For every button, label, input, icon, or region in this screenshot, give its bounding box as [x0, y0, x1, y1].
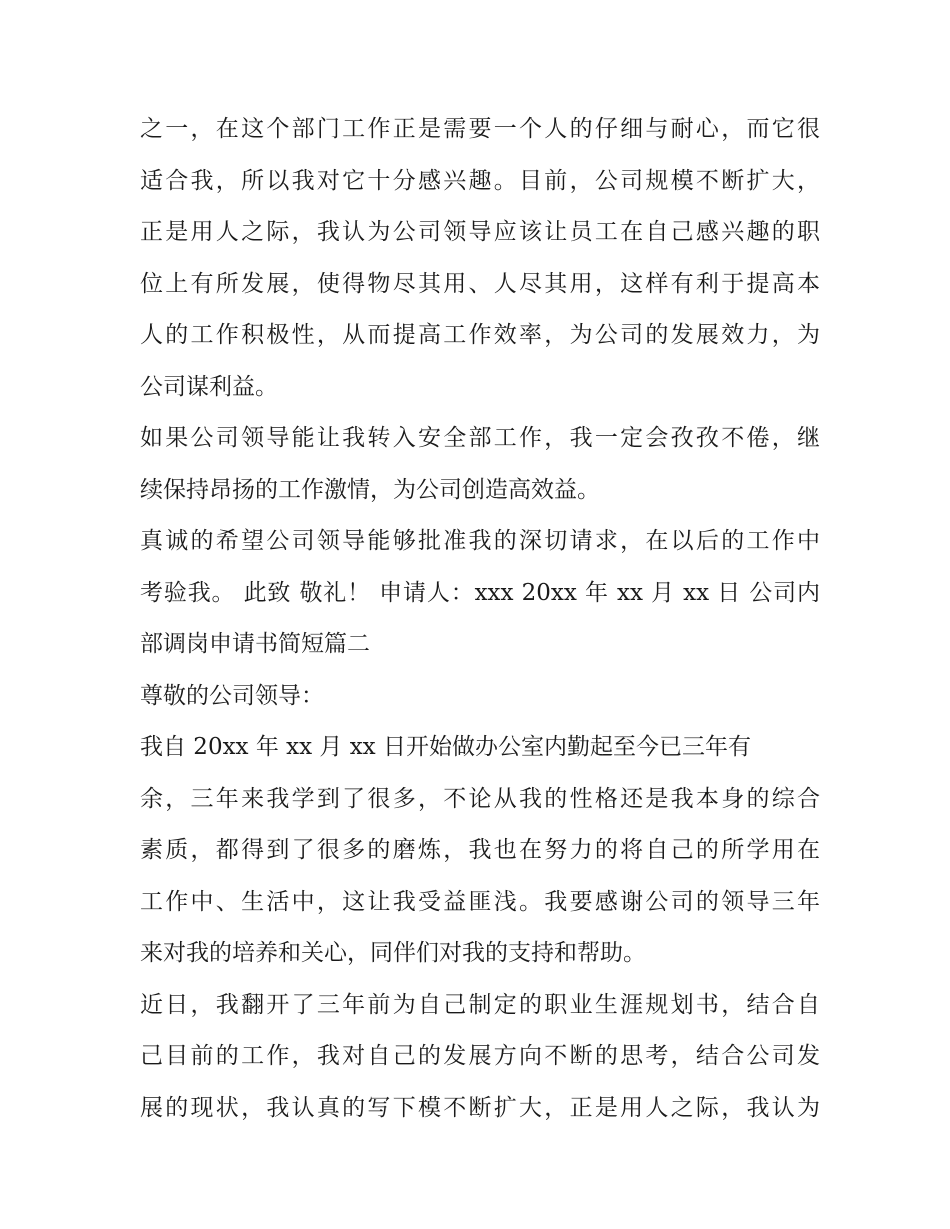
text-line: 尊敬的公司领导： [140, 682, 324, 709]
text-line: 部调岗申请书简短篇二 [140, 631, 370, 657]
text-line: 我自 20xx 年 xx 月 xx 日开始做办公室内勤起至今已三年有 [140, 734, 751, 760]
paragraph-2 [140, 413, 820, 516]
text-line: 来对我的培养和关心，同伴们对我的支持和帮助。 [140, 940, 646, 966]
text-line: 展的现状，我认真的写下模不断扩大，正是用人之际，我认为 [140, 1094, 820, 1121]
text-line: 人的工作积极性，从而提高工作效率，为公司的发展效力，为 [140, 322, 820, 348]
text-line: 余，三年来我学到了很多，不论从我的性格还是我本身的综合 [140, 785, 820, 812]
text-line: 正是用人之际，我认为公司领导应该让员工在自己感兴趣的职 [140, 219, 820, 245]
paragraph-1 [140, 104, 820, 413]
text-line: 工作中、生活中，这让我受益匪浅。我要感谢公司的领导三年 [140, 888, 820, 915]
document-body [140, 104, 820, 1134]
text-line: 己目前的工作，我对自己的发展方向不断的思考，结合公司发 [140, 1043, 820, 1069]
paragraph-5 [140, 722, 820, 980]
text-line: 适合我，所以我对它十分感兴趣。目前，公司规模不断扩大， [140, 167, 820, 194]
text-line: 近日，我翻开了三年前为自己制定的职业生涯规划书，结合自 [140, 991, 820, 1018]
text-line: 如果公司领导能让我转入安全部工作，我一定会孜孜不倦，继 [140, 425, 820, 451]
paragraph-6 [140, 980, 820, 1135]
text-line: 素质，都得到了很多的磨炼，我也在努力的将自己的所学用在 [140, 837, 820, 863]
text-line: 考验我。 此致 敬礼！ 申请人：xxx 20xx 年 xx 月 xx 日 公司内 [140, 579, 820, 606]
text-line: 真诚的希望公司领导能够批准我的深切请求，在以后的工作中 [140, 528, 820, 554]
text-line: 位上有所发展，使得物尽其用、人尽其用，这样有利于提高本 [140, 270, 820, 297]
text-line: 之一，在这个部门工作正是需要一个人的仔细与耐心，而它很 [140, 116, 820, 142]
paragraph-3 [140, 516, 820, 671]
salutation [140, 671, 820, 723]
text-line: 续保持昂扬的工作激情，为公司创造高效益。 [140, 476, 600, 503]
text-line: 公司谋利益。 [140, 373, 278, 400]
